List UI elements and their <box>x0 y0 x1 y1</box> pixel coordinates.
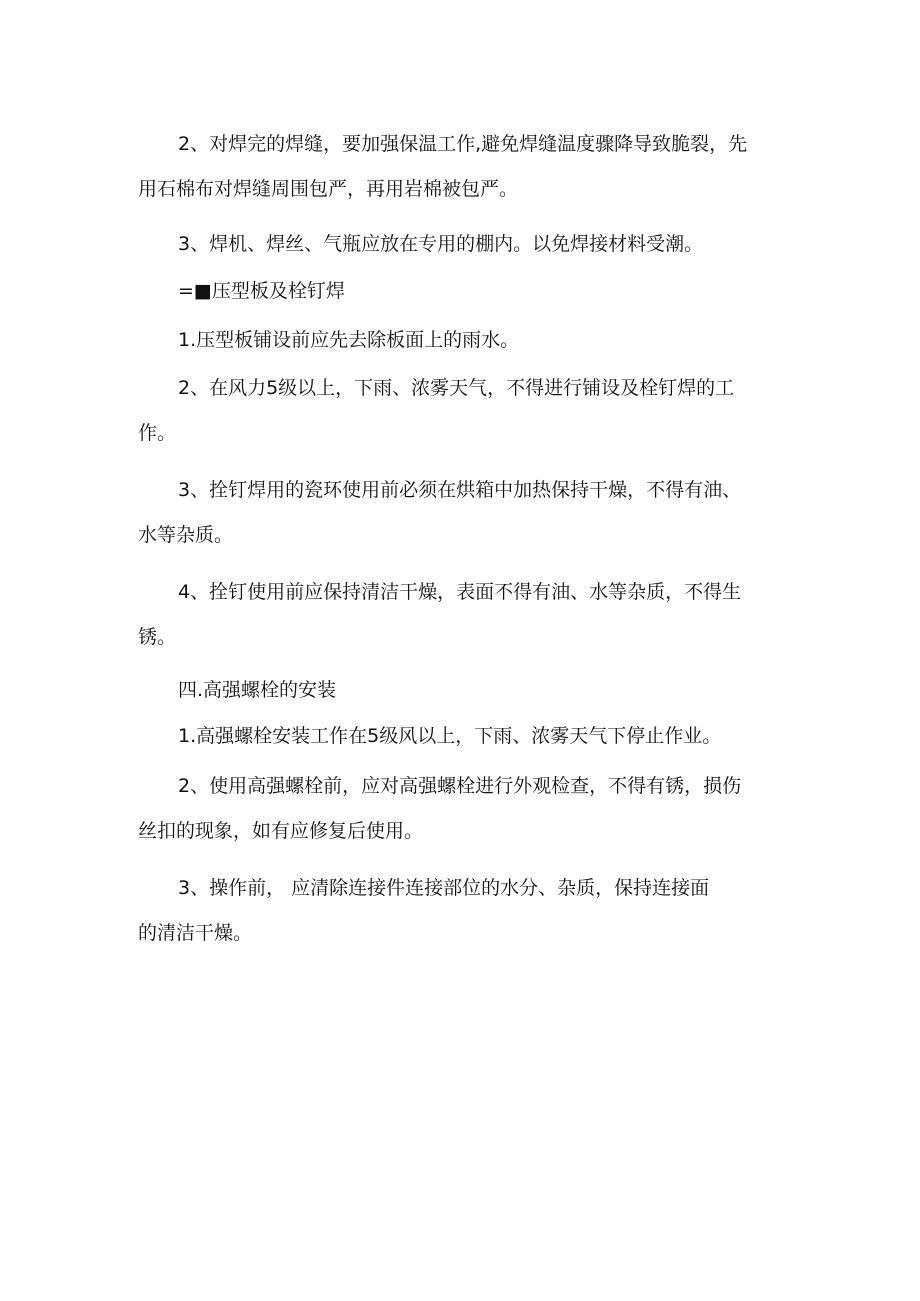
paragraph-line: 作。 <box>138 422 177 444</box>
section-heading-bolts: 四.高强螺栓的安装 <box>178 679 337 701</box>
paragraph-line: 水等杂质。 <box>138 524 234 546</box>
paragraph-bolt-inspection <box>138 764 788 854</box>
paragraph-line: 用石棉布对焊缝周围包严，再用岩棉被包严。 <box>138 178 519 200</box>
paragraph-wind-limit <box>138 366 788 456</box>
paragraph-line: 3、操作前， 应清除连接件连接部位的水分、杂质，保持连接面 <box>178 877 710 899</box>
paragraph-deck-rain <box>138 318 788 363</box>
paragraph-line: 丝扣的现象，如有应修复后使用。 <box>138 820 424 842</box>
paragraph-line: 2、在风力5级以上，下雨、浓雾天气，不得进行铺设及栓钉焊的工 <box>178 377 735 399</box>
paragraph-line: 3、拴钉焊用的瓷环使用前必须在烘箱中加热保持干燥，不得有油、 <box>178 479 742 501</box>
paragraph-weld-insulation <box>138 122 788 212</box>
paragraph-line: 的清洁干燥。 <box>138 922 253 944</box>
paragraph-line: 1.压型板铺设前应先去除板面上的雨水。 <box>178 329 520 351</box>
paragraph-line: 锈。 <box>138 626 177 648</box>
paragraph-storage-shed <box>138 222 788 267</box>
paragraph-line: 4、拴钉使用前应保持清洁干燥，表面不得有油、水等杂质，不得生 <box>178 581 742 603</box>
paragraph-line: 3、焊机、焊丝、气瓶应放在专用的棚内。以免焊接材料受潮。 <box>178 233 704 255</box>
paragraph-joint-cleaning <box>138 866 788 956</box>
section-heading-deck-stud: =■压型板及栓钉焊 <box>178 280 345 302</box>
paragraph-line: 2、对焊完的焊缝，要加强保温工作,避免焊缝温度骤降导致脆裂，先 <box>178 133 748 155</box>
paragraph-line: 2、使用高强螺栓前，应对高强螺栓进行外观检查，不得有锈，损伤 <box>178 775 742 797</box>
paragraph-line: 1.高强螺栓安装工作在5级风以上，下雨、浓雾天气下停止作业。 <box>178 725 722 747</box>
paragraph-ceramic-ring <box>138 468 788 558</box>
paragraph-stud-clean <box>138 570 788 660</box>
paragraph-bolt-weather <box>138 714 788 759</box>
